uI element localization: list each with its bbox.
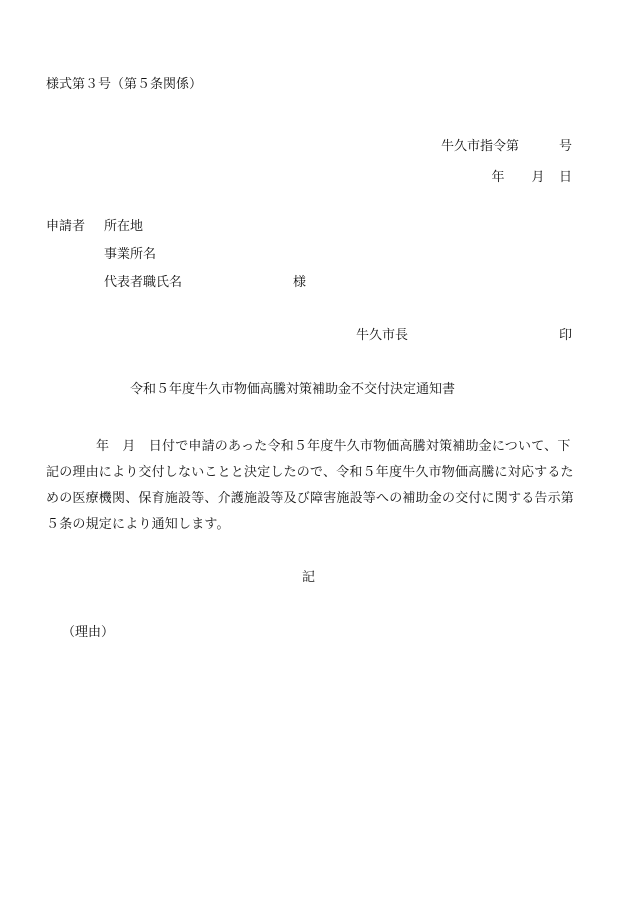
document-date	[478, 171, 572, 184]
honorific: 様	[293, 275, 307, 290]
notice-body: 年 月 日付で申請のあった令和５年度牛久市物価高騰対策補助金について、下記の理由により交付しないことと決定したので、令和５年度牛久市物価高騰に対応するための医療機関、保育施設等、介護施設等及び障害施設等への補助金の交付に関する告示第５条の規定により通知します。	[46, 439, 575, 532]
issuer-name: 牛久市長	[356, 328, 409, 343]
document-title: 令和５年度牛久市物価高騰対策補助金不交付決定通知書	[130, 382, 456, 397]
representative-label: 代表者職氏名	[104, 275, 183, 290]
document-number	[441, 140, 572, 153]
record-heading: 記	[302, 570, 316, 585]
office-name-label: 事業所名	[104, 247, 157, 262]
form-number: 様式第３号（第５条関係）	[46, 77, 203, 92]
date-month: 月	[531, 170, 545, 185]
date-day: 日	[558, 170, 572, 185]
seal-mark: 印	[558, 328, 572, 343]
document-number-suffix: 号	[558, 139, 572, 154]
document-number-blank	[519, 140, 559, 153]
reason-label: （理由）	[62, 625, 115, 640]
applicant-label: 申請者	[46, 219, 86, 234]
address-label: 所在地	[104, 219, 144, 234]
document-number-prefix: 牛久市指令第	[440, 139, 519, 154]
date-year: 年	[491, 170, 505, 185]
